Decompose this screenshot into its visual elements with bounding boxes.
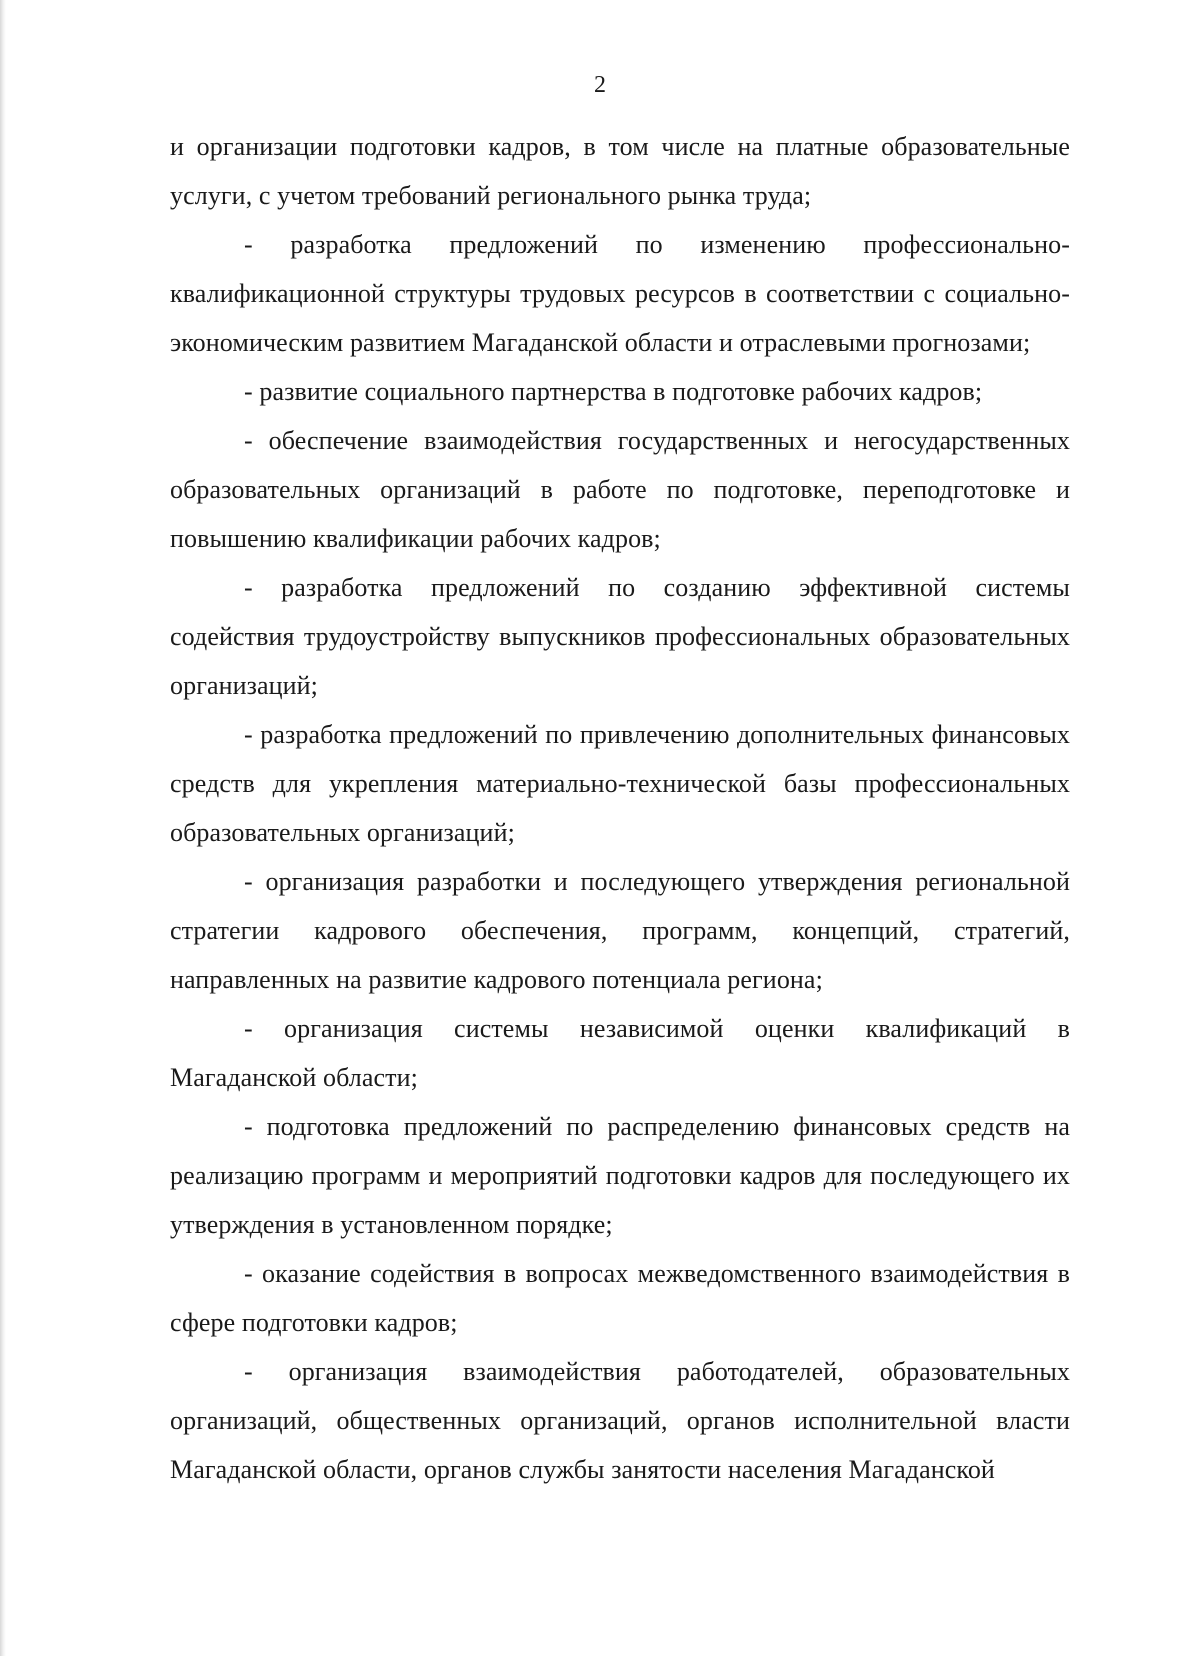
scan-edge-shadow — [0, 0, 6, 1656]
page-number: 2 — [594, 72, 606, 98]
list-item-paragraph: - организация разработки и последующего утверждения региональной стратегии кадрового обеспечения, программ, концепций, стратегий, направленных на развитие кадрового потенциала региона; — [170, 867, 1070, 994]
paragraph-continuation: и организации подготовки кадров, в том числе на платные образовательные услуги, с учетом требований регионального рынка труда; — [170, 132, 1070, 210]
document-body — [170, 122, 1070, 1494]
list-item-paragraph: - разработка предложений по изменению профессионально-квалификационной структуры трудовых ресурсов в соответствии с социально-экономическим развитием Магаданской области и отраслевыми прогнозами; — [170, 230, 1070, 357]
list-item-paragraph: - разработка предложений по созданию эффективной системы содействия трудоустройству выпускников профессиональных образовательных организаций; — [170, 573, 1070, 700]
list-item-paragraph: - оказание содействия в вопросах межведомственного взаимодействия в сфере подготовки кадров; — [170, 1259, 1070, 1337]
list-item-paragraph: - обеспечение взаимодействия государственных и негосударственных образовательных организаций в работе по подготовке, переподготовке и повышению квалификации рабочих кадров; — [170, 426, 1070, 553]
list-item-paragraph: - развитие социального партнерства в подготовке рабочих кадров; — [244, 377, 983, 406]
list-item-paragraph: - организация системы независимой оценки квалификаций в Магаданской области; — [170, 1014, 1070, 1092]
list-item-paragraph: - подготовка предложений по распределению финансовых средств на реализацию программ и мероприятий подготовки кадров для последующего их утверждения в установленном порядке; — [170, 1112, 1070, 1239]
list-item-paragraph: - организация взаимодействия работодателей, образовательных организаций, общественных организаций, органов исполнительной власти Магаданской области, органов службы занятости населения Магаданской — [170, 1357, 1070, 1484]
list-item-paragraph: - разработка предложений по привлечению дополнительных финансовых средств для укрепления материально-технической базы профессиональных образовательных организаций; — [170, 720, 1070, 847]
